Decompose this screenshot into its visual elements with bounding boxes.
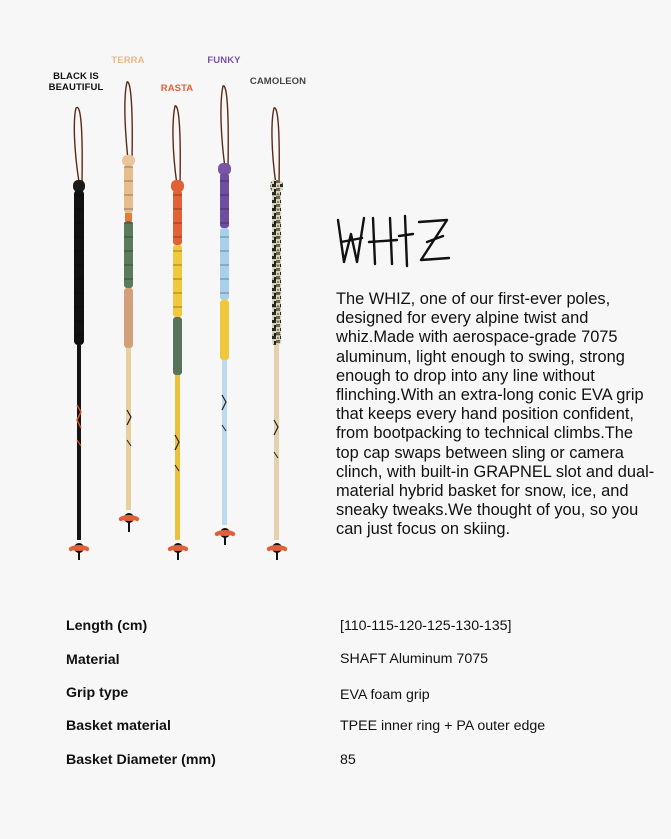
pole-gallery (0, 0, 320, 580)
pole-label-funky: FUNKY (207, 55, 241, 66)
basket-icon (215, 528, 235, 545)
spec-row-length (66, 618, 626, 638)
pole-camoleon (267, 108, 287, 560)
spec-row-grip-type (66, 685, 626, 705)
basket-icon (119, 513, 139, 532)
spec-row-material (66, 651, 626, 671)
pole-black-is-beautiful (69, 107, 89, 560)
spec-value: EVA foam grip (340, 687, 430, 703)
pole-label-rasta: RASTA (160, 83, 194, 94)
spec-row-basket-diameter (66, 752, 626, 772)
pole-label-camoleon: CAMOLEON (249, 76, 307, 87)
spec-value: TPEE inner ring + PA outer edge (340, 718, 546, 734)
spec-key: Length (cm) (66, 618, 148, 634)
spec-value: 85 (340, 752, 356, 768)
spec-row-basket-material (66, 718, 626, 738)
spec-value: SHAFT Aluminum 7075 (340, 651, 488, 667)
spec-value: [110-115-120-125-130-135] (340, 618, 512, 634)
basket-icon (168, 543, 188, 560)
basket-icon (69, 543, 89, 560)
basket-icon (267, 543, 287, 560)
pole-rasta (168, 106, 188, 560)
pole-funky (215, 86, 235, 545)
product-description: The WHIZ, one of our first-ever poles, designed for every alpine twist and whiz.Made with aerospace-grade 7075 aluminum, light enough to swing, strong enough to drop into any line without flinching.With an extra-long conic EVA grip that keeps every hand position confident, from bootpacking to technical climbs.The top cap swaps between sling or camera clinch, with built-in GRAPNEL slot and dual-material hybrid basket for snow, ice, and sneaky tweaks.We thought of you, so you can just focus on skiing. (336, 290, 655, 539)
spec-key: Material (66, 652, 120, 668)
pole-terra (119, 82, 139, 532)
pole-label-black-is-beautiful: BLACK IS BEAUTIFUL (48, 71, 104, 93)
spec-key: Basket material (66, 718, 171, 734)
whiz-logo (335, 212, 455, 272)
pole-label-terra: TERRA (111, 55, 145, 66)
spec-key: Grip type (66, 685, 129, 701)
spec-key: Basket Diameter (mm) (66, 752, 216, 768)
